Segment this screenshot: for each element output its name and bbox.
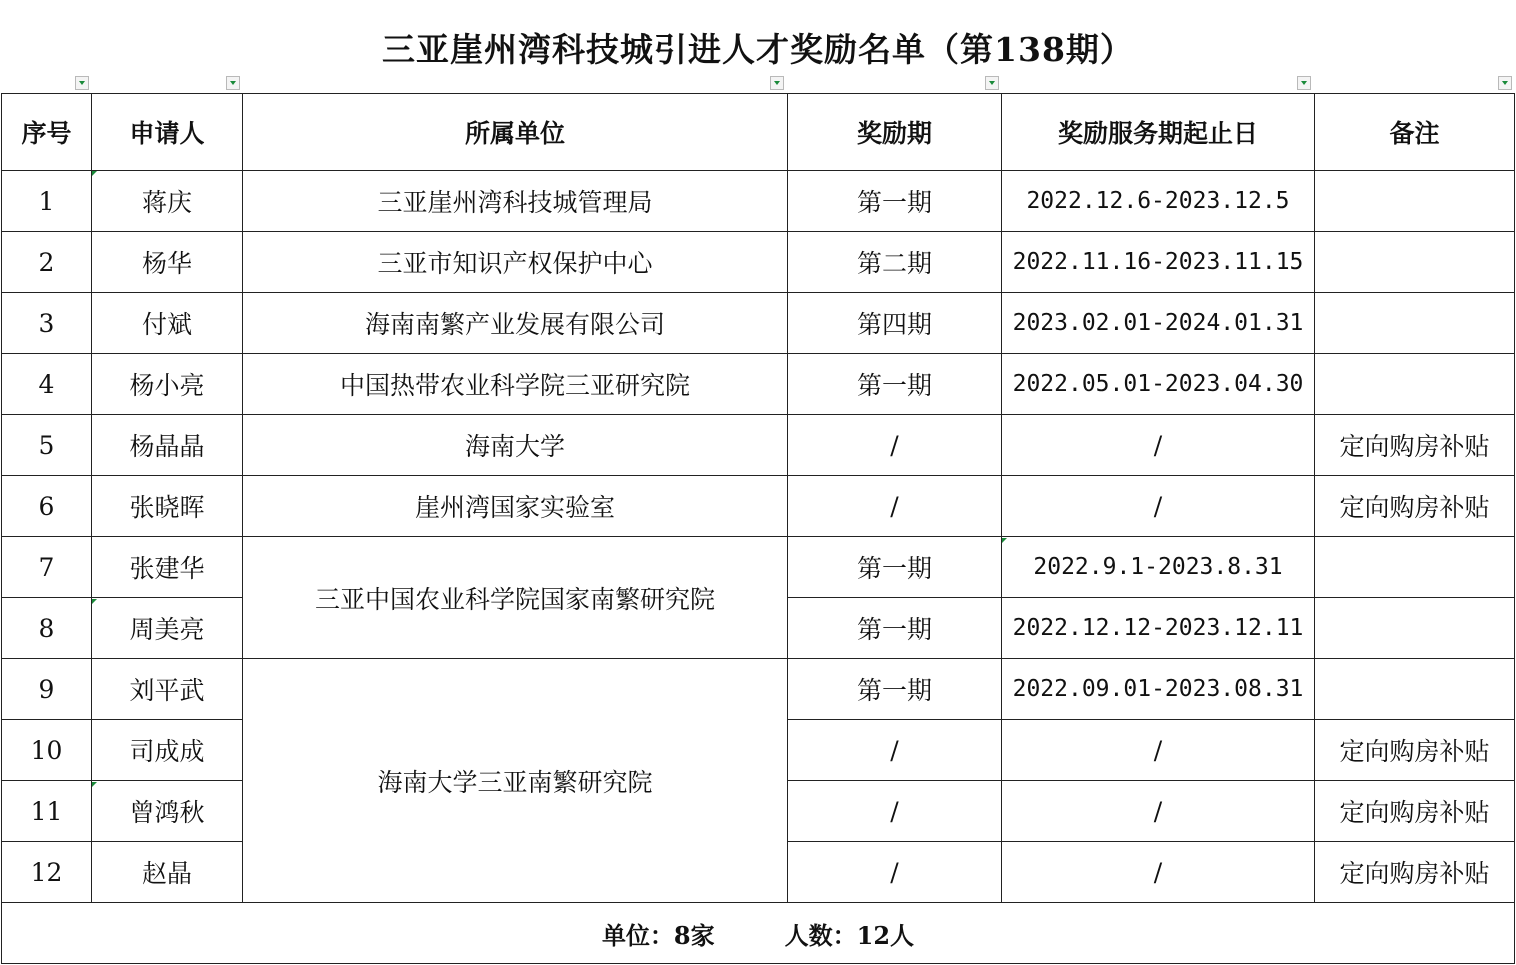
cell-period[interactable]: 第一期 <box>788 171 1002 232</box>
cell-comment-marker <box>92 782 97 787</box>
cell-name[interactable]: 杨华 <box>92 232 243 293</box>
filter-dropdown-icon[interactable] <box>1498 76 1512 90</box>
filter-dropdown-icon[interactable] <box>985 76 999 90</box>
cell-no[interactable]: 7 <box>2 537 92 598</box>
cell-period[interactable]: 第一期 <box>788 598 1002 659</box>
filter-dropdown-icon[interactable] <box>226 76 240 90</box>
cell-dates[interactable]: 2023.02.01-2024.01.31 <box>1002 293 1315 354</box>
cell-comment-marker <box>92 599 97 604</box>
cell-name[interactable]: 张建华 <box>92 537 243 598</box>
cell-no[interactable]: 10 <box>2 720 92 781</box>
cell-dates[interactable]: / <box>1002 415 1315 476</box>
cell-note[interactable]: 定向购房补贴 <box>1315 720 1515 781</box>
cell-period[interactable]: 第一期 <box>788 537 1002 598</box>
cell-note[interactable]: 定向购房补贴 <box>1315 781 1515 842</box>
cell-dates[interactable]: 2022.12.6-2023.12.5 <box>1002 171 1315 232</box>
cell-note[interactable] <box>1315 354 1515 415</box>
table-row <box>2 476 1515 537</box>
cell-note[interactable] <box>1315 293 1515 354</box>
cell-org[interactable]: 崖州湾国家实验室 <box>243 476 788 537</box>
cell-org[interactable]: 海南大学 <box>243 415 788 476</box>
cell-period[interactable]: 第二期 <box>788 232 1002 293</box>
summary-cell[interactable] <box>2 903 1515 964</box>
cell-period[interactable]: 第一期 <box>788 354 1002 415</box>
cell-no[interactable]: 11 <box>2 781 92 842</box>
cell-name[interactable]: 曾鸿秋 <box>92 781 243 842</box>
cell-note[interactable] <box>1315 537 1515 598</box>
cell-period[interactable]: / <box>788 720 1002 781</box>
header-period[interactable]: 奖励期 <box>788 94 1002 171</box>
table-row <box>2 537 1515 598</box>
cell-dates[interactable]: 2022.12.12-2023.12.11 <box>1002 598 1315 659</box>
cell-no[interactable]: 9 <box>2 659 92 720</box>
cell-org[interactable]: 中国热带农业科学院三亚研究院 <box>243 354 788 415</box>
cell-note[interactable] <box>1315 659 1515 720</box>
header-note[interactable]: 备注 <box>1315 94 1515 171</box>
cell-name[interactable]: 张晓晖 <box>92 476 243 537</box>
cell-comment-marker <box>92 171 97 176</box>
summary-units: 单位：8家 <box>601 920 715 950</box>
cell-no[interactable]: 8 <box>2 598 92 659</box>
table-header-row <box>2 94 1515 171</box>
cell-name[interactable]: 付斌 <box>92 293 243 354</box>
cell-dates[interactable]: 2022.09.01-2023.08.31 <box>1002 659 1315 720</box>
table-row <box>2 171 1515 232</box>
cell-period[interactable]: 第四期 <box>788 293 1002 354</box>
cell-name[interactable]: 赵晶 <box>92 842 243 903</box>
cell-no[interactable]: 6 <box>2 476 92 537</box>
cell-no[interactable]: 3 <box>2 293 92 354</box>
cell-note[interactable] <box>1315 232 1515 293</box>
cell-dates[interactable]: 2022.9.1-2023.8.31 <box>1002 537 1315 598</box>
cell-name[interactable]: 司成成 <box>92 720 243 781</box>
header-org[interactable]: 所属单位 <box>243 94 788 171</box>
cell-no[interactable]: 5 <box>2 415 92 476</box>
cell-dates[interactable]: 2022.11.16-2023.11.15 <box>1002 232 1315 293</box>
cell-dates[interactable]: / <box>1002 781 1315 842</box>
header-name[interactable]: 申请人 <box>92 94 243 171</box>
cell-name[interactable]: 杨小亮 <box>92 354 243 415</box>
summary-row <box>2 903 1515 964</box>
cell-dates[interactable]: 2022.05.01-2023.04.30 <box>1002 354 1315 415</box>
cell-dates[interactable]: / <box>1002 476 1315 537</box>
cell-org-merged[interactable]: 海南大学三亚南繁研究院 <box>243 659 788 903</box>
cell-org[interactable]: 三亚崖州湾科技城管理局 <box>243 171 788 232</box>
cell-name[interactable]: 杨晶晶 <box>92 415 243 476</box>
header-no[interactable]: 序号 <box>2 94 92 171</box>
cell-period[interactable]: 第一期 <box>788 659 1002 720</box>
cell-period[interactable]: / <box>788 476 1002 537</box>
cell-note[interactable]: 定向购房补贴 <box>1315 415 1515 476</box>
summary-people: 人数：12人 <box>784 920 915 950</box>
table-row <box>2 659 1515 720</box>
cell-note[interactable]: 定向购房补贴 <box>1315 842 1515 903</box>
cell-period[interactable]: / <box>788 415 1002 476</box>
cell-org-merged[interactable]: 三亚中国农业科学院国家南繁研究院 <box>243 537 788 659</box>
table-row <box>2 232 1515 293</box>
cell-note[interactable]: 定向购房补贴 <box>1315 476 1515 537</box>
header-dates[interactable]: 奖励服务期起止日 <box>1002 94 1315 171</box>
filter-dropdown-icon[interactable] <box>1297 76 1311 90</box>
cell-no[interactable]: 1 <box>2 171 92 232</box>
cell-dates[interactable]: / <box>1002 842 1315 903</box>
cell-name[interactable]: 蒋庆 <box>92 171 243 232</box>
cell-period[interactable]: / <box>788 842 1002 903</box>
cell-no[interactable]: 12 <box>2 842 92 903</box>
cell-period[interactable]: / <box>788 781 1002 842</box>
filter-dropdown-icon[interactable] <box>770 76 784 90</box>
page-title: 三亚崖州湾科技城引进人才奖励名单（第138期） <box>382 30 1134 69</box>
cell-name[interactable]: 周美亮 <box>92 598 243 659</box>
cell-note[interactable] <box>1315 598 1515 659</box>
cell-note[interactable] <box>1315 171 1515 232</box>
cell-name[interactable]: 刘平武 <box>92 659 243 720</box>
cell-org[interactable]: 三亚市知识产权保护中心 <box>243 232 788 293</box>
table-row <box>2 415 1515 476</box>
table-row <box>2 293 1515 354</box>
table-row <box>2 354 1515 415</box>
cell-no[interactable]: 4 <box>2 354 92 415</box>
cell-no[interactable]: 2 <box>2 232 92 293</box>
cell-comment-marker <box>1002 538 1007 543</box>
cell-dates[interactable]: / <box>1002 720 1315 781</box>
cell-org[interactable]: 海南南繁产业发展有限公司 <box>243 293 788 354</box>
award-table <box>1 93 1515 964</box>
filter-dropdown-icon[interactable] <box>75 76 89 90</box>
